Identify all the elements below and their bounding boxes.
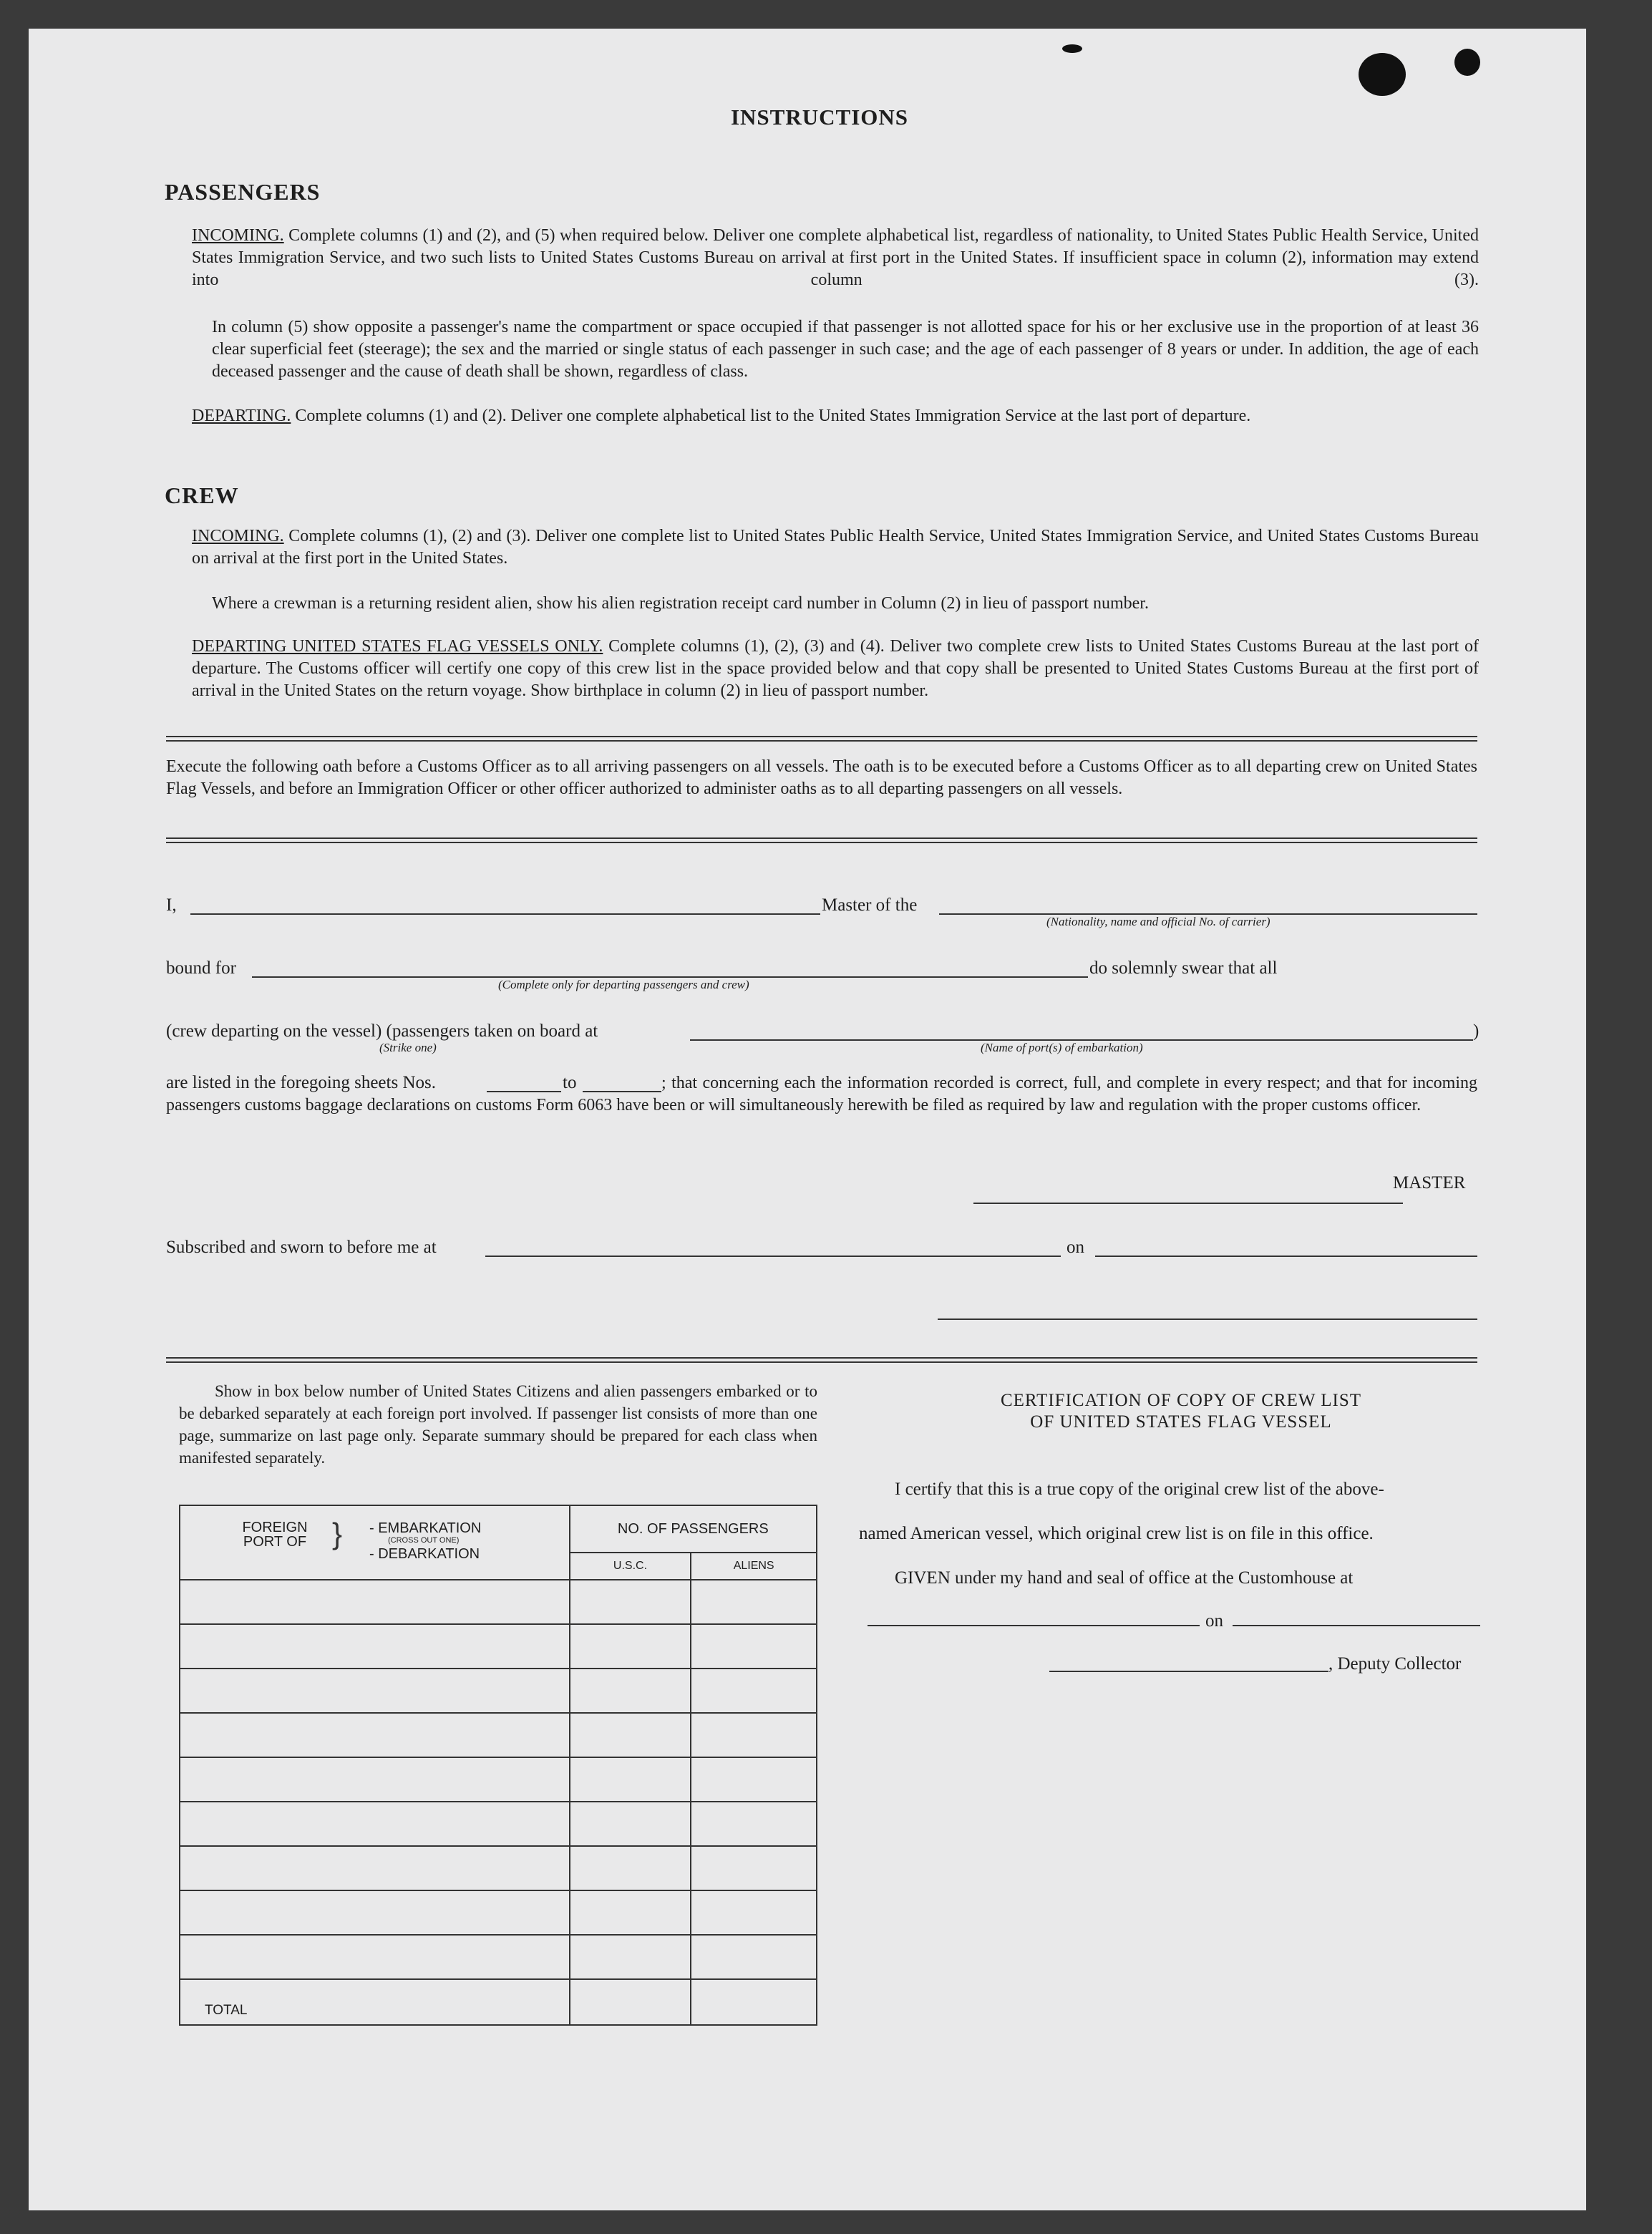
table-row [180, 1757, 817, 1802]
aliens-cell[interactable] [691, 1580, 817, 1624]
usc-cell[interactable] [570, 1580, 691, 1624]
usc-cell[interactable] [570, 1802, 691, 1846]
foreign-port-label: FOREIGN PORT OF [242, 1520, 308, 1550]
master-label: MASTER [1393, 1173, 1466, 1193]
aliens-cell[interactable] [691, 1624, 817, 1669]
port-cell[interactable] [180, 1802, 570, 1846]
deputy-collector-label: , Deputy Collector [1328, 1654, 1462, 1674]
swear-label: do solemnly swear that all [1089, 958, 1278, 978]
aliens-total-cell[interactable] [691, 1979, 817, 2025]
usc-total-cell[interactable] [570, 1979, 691, 2025]
crew-incoming-text: Complete columns (1), (2) and (3). Deliver one complete list to United States Public Health Service, United States Immigration Service, and United States Customs Bureau on arrival at the first port in the United States. [192, 527, 1479, 568]
oath-i-label: I, [166, 895, 177, 915]
bound-hint: (Complete only for departing passengers and crew) [498, 978, 749, 991]
usc-cell[interactable] [570, 1846, 691, 1890]
listed-sheets-paragraph: ; that concerning each the information recorded is correct, full, and complete in every respect; and that for incoming passengers customs baggage declarations on customs Form 6063 have been or will simultaneously herewith be filed as required by law and regulation with the proper customs officer. [166, 1074, 1477, 1114]
bound-for-label: bound for [166, 958, 236, 978]
cross-out-label: (CROSS OUT ONE) [388, 1536, 460, 1545]
customhouse-field[interactable] [868, 1625, 1200, 1626]
certify-line-1: I certify that this is a true copy of the original crew list of the above- [895, 1480, 1384, 1499]
usc-cell[interactable] [570, 1757, 691, 1802]
oath-intro-paragraph: Execute the following oath before a Customs Officer as to all arriving passengers on all vessels. The oath is to be executed before a Customs Officer as to all departing crew on United States Flag Vessels, and before an Immigration Officer or other officer authorized to administer oaths as to all departing passengers on all vessels. [166, 757, 1477, 798]
port-cell[interactable] [180, 1846, 570, 1890]
port-cell[interactable] [180, 1935, 570, 1979]
strike-one-hint: (Strike one) [379, 1041, 437, 1054]
certify-on-label: on [1205, 1611, 1223, 1631]
usc-cell[interactable] [570, 1935, 691, 1979]
section-heading-crew: CREW [165, 482, 239, 508]
deputy-signature-field[interactable] [1049, 1671, 1328, 1672]
crew-departing-label-line: (crew departing on the vessel) (passengers taken on board at [166, 1021, 598, 1041]
port-cell[interactable] [180, 1580, 570, 1624]
usc-cell[interactable] [570, 1624, 691, 1669]
double-divider [166, 736, 1477, 742]
crew-departing-paragraph [192, 636, 1479, 702]
summary-instructions: Show in box below number of United States Citizens and alien passengers embarked or to be debarked separately at each foreign port involved. If passenger list consists of more than one page, summarize on last page only. Separate summary should be prepared for each class when manifested separately. [179, 1382, 817, 1467]
port-hint: (Name of port(s) of embarkation) [981, 1041, 1143, 1054]
crew-resident-paragraph: Where a crewman is a returning resident alien, show his alien registration receipt card number in Column (2) in lieu of passport number. [212, 594, 1149, 613]
usc-cell[interactable] [570, 1713, 691, 1757]
passenger-summary-table [179, 1505, 817, 2026]
table-row [180, 1669, 817, 1713]
total-label: TOTAL [180, 1979, 570, 2025]
table-row [180, 1624, 817, 1669]
certification-heading-1: CERTIFICATION OF COPY OF CREW LIST [1000, 1391, 1362, 1410]
no-passengers-header: NO. OF PASSENGERS [570, 1505, 817, 1553]
passengers-departing-label: DEPARTING. [192, 407, 291, 425]
given-line: GIVEN under my hand and seal of office at the Customhouse at [895, 1568, 1354, 1588]
port-cell[interactable] [180, 1669, 570, 1713]
aliens-header: ALIENS [691, 1553, 817, 1580]
certification-heading-2: OF UNITED STATES FLAG VESSEL [1030, 1412, 1332, 1432]
certify-line-2: named American vessel, which original crew list is on file in this office. [859, 1524, 1374, 1543]
aliens-cell[interactable] [691, 1669, 817, 1713]
aliens-cell[interactable] [691, 1890, 817, 1935]
aliens-cell[interactable] [691, 1757, 817, 1802]
nationality-hint: (Nationality, name and official No. of carrier) [1046, 915, 1270, 928]
summary-header-row [180, 1505, 817, 1553]
table-row [180, 1846, 817, 1890]
section-heading-passengers: PASSENGERS [165, 179, 321, 205]
usc-cell[interactable] [570, 1890, 691, 1935]
port-cell[interactable] [180, 1757, 570, 1802]
usc-cell[interactable] [570, 1669, 691, 1713]
usc-header: U.S.C. [570, 1553, 691, 1580]
aliens-cell[interactable] [691, 1846, 817, 1890]
ink-blot [1454, 49, 1480, 76]
double-divider [166, 1357, 1477, 1363]
total-row [180, 1979, 817, 2025]
passengers-incoming-label: INCOMING. [192, 226, 284, 245]
master-name-field[interactable] [190, 913, 820, 915]
sworn-place-field[interactable] [485, 1256, 1061, 1257]
port-header-cell [180, 1505, 570, 1580]
double-divider [166, 837, 1477, 843]
crew-departing-label: DEPARTING UNITED STATES FLAG VESSELS ONLY. [192, 637, 603, 656]
close-paren: ) [1473, 1021, 1479, 1041]
passengers-departing-paragraph [192, 405, 1479, 427]
officer-signature-field[interactable] [938, 1318, 1477, 1320]
crew-incoming-label: INCOMING. [192, 527, 284, 545]
port-cell[interactable] [180, 1890, 570, 1935]
crew-departing-text: Complete columns (1), (2), (3) and (4). Deliver two complete crew lists to United States Customs Bureau at the last port of departure. The Customs officer will certify one copy of this crew list in the space provided below and that copy shall be presented to United States Customs Bureau at the first port of arrival in the United States on the return voyage. Show birthplace in column (2) in lieu of passport number. [192, 637, 1479, 700]
table-row [180, 1580, 817, 1624]
passengers-departing-text: Complete columns (1) and (2). Deliver one complete alphabetical list to the United States Immigration Service at the last port of departure. [295, 407, 1251, 425]
passengers-incoming-text: Complete columns (1) and (2), and (5) when required below. Deliver one complete alphabetical list, regardless of nationality, to United States Public Health Service, United States Immigration Service, and two such lists to United States Customs Bureau on arrival at first port in the United States. If insufficient space in column (2), information may extend into column (3). [192, 226, 1479, 289]
table-row [180, 1713, 817, 1757]
master-signature-field[interactable] [973, 1203, 1403, 1204]
embarkation-label: - EMBARKATION [369, 1520, 482, 1536]
aliens-cell[interactable] [691, 1935, 817, 1979]
certify-date-field[interactable] [1233, 1625, 1480, 1626]
debarkation-label: - DEBARKATION [369, 1546, 480, 1562]
table-row [180, 1802, 817, 1846]
master-of-label: Master of the [822, 895, 918, 915]
passengers-incoming-paragraph [192, 225, 1479, 291]
passengers-column5-paragraph: In column (5) show opposite a passenger's name the compartment or space occupied if that passenger is not allotted space for his or her exclusive use in the proportion of at least 36 clear superficial feet (steerage); the sex and the married or single status of each passenger in such case; and the age of each passenger of 8 years or under. In addition, the age of each deceased passenger and the cause of death shall be shown, regardless of class. [212, 318, 1479, 381]
aliens-cell[interactable] [691, 1802, 817, 1846]
table-row [180, 1935, 817, 1979]
port-cell[interactable] [180, 1624, 570, 1669]
ink-blot [1359, 53, 1406, 96]
page-title: INSTRUCTIONS [730, 105, 908, 130]
subscribed-label: Subscribed and sworn to before me at [166, 1238, 437, 1257]
aliens-cell[interactable] [691, 1713, 817, 1757]
crew-incoming-paragraph [192, 525, 1479, 570]
ink-blot [1062, 44, 1082, 53]
sworn-date-field[interactable] [1095, 1256, 1477, 1257]
listed-sheets-label: are listed in the foregoing sheets Nos. [166, 1073, 436, 1092]
brace-icon: } [332, 1517, 343, 1550]
table-row [180, 1890, 817, 1935]
sworn-on-label: on [1066, 1238, 1084, 1257]
port-cell[interactable] [180, 1713, 570, 1757]
listed-to-label: to [563, 1073, 577, 1092]
